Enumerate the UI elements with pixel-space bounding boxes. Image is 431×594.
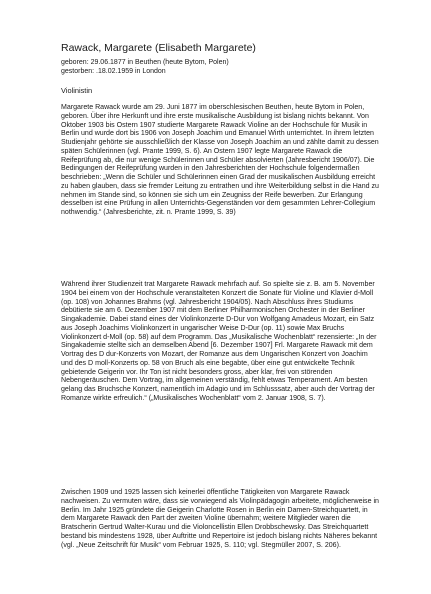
page-title: Rawack, Margarete (Elisabeth Margarete) [61,42,256,54]
paragraph-2-text: Während ihrer Studienzeit trat Margarete Rawack mehrfach auf. So spielte sie z. B. am 5. November 1904 bei einem von der Hochschule veranstalteten Konzert die Sonate für Violine und Klavier d-Moll (op. 108) von Johannes Brahms (vgl. Jahresbericht 1904/05). Nach Abschluss ihres Studiums debütierte sie am 6. Dezember 1907 mit dem Berliner Philharmonischen Orchester in der Berliner Singakademie. Dabei stand eines der Violinkonzerte D-Dur von Wolfgang Amadeus Mozart, ein Satz aus Joseph Joachims Violinkonzert in ungarischer Weise D-Dur (op. 11) sowie Max Bruchs Violinkonzert d-Moll (op. 58) auf dem Programm. Das „Musikalische Wochenblatt“ rezensierte: „In der Singakademie stellte sich an demselben Abend [6. Dezember 1907] Frl. Margarete Rawack mit dem Vortrag des D dur-Konzerts von Mozart, der Romanze aus dem Ungarischen Konzert von Joachim und des D moll-Konzerts op. 58 von Bruch als eine begabte, über eine gut entwickelte Technik gebietende Geigerin vor. Ihr Ton ist nicht besonders gross, aber klar, frei von störenden Nebengeräuschen. Dem Vortrag, im allgemeinen verständig, fehlt etwas Temperament. Am besten gelang das Bruchsche Konzert, namentlich im Adagio und im Schlusssatz, aber auch der Vortrag der Romanze wirkte erfreulich.“ („Musikalisches Wochenblatt“ vom 2. Januar 1908, S. 7). [61,281,377,402]
paragraph-3-text: Zwischen 1909 und 1925 lassen sich keinerlei öffentliche Tätigkeiten von Margarete Rawack nachweisen. Zu vermuten wäre, dass sie vorwiegend als Violinpädagogin arbeitete, möglicherweise in Berlin. Im Jahr 1925 gründete die Geigerin Charlotte Rosen in Berlin ein Damen-Streichquartett, in dem Margarete Rawack den Part der zweiten Violine übernahm; weitere Mitglieder waren die Bratscherin Gertrud Walter-Kurau und die Violoncellistin Ellen Drobbschewsky. Das Streichquartett bestand bis mindestens 1928, über Auftritte und Repertoire ist jedoch bislang nichts Näheres bekannt (vgl. „Neue Zeitschrift für Musik“ vom Februar 1925, S. 110; vgl. Stegmüller 2007, S. 206). [61,489,379,549]
birth-info: geboren: 29.06.1877 in Beuthen (heute Bytom, Polen) [61,59,229,66]
paragraph-1-text: Margarete Rawack wurde am 29. Juni 1877 im oberschlesischen Beuthen, heute Bytom in Polen, geboren. Über ihre Herkunft und ihre erste musikalische Ausbildung ist bislang nichts bekannt. Von Oktober 1903 bis Ostern 1907 studierte Margarete Rawack Violine an der Hochschule für Musik in Berlin und wurde dort bis 1906 von Joseph Joachim und Emanuel Wirth unterrichtet. In ihrem letzten Studienjahr gehörte sie ausschließlich der Klasse von Joseph Joachim an und zählte damit zu dessen späten Schülerinnen (vgl. Prante 1999, S. 6). An Ostern 1907 legte Margarete Rawack die Reifeprüfung ab, die nur wenige Schülerinnen und Schüler absolvierten (Jahresbericht 1906/07). Die Bedingungen der Reifeprüfung wurden in den Jahresberichten der Hochschule folgendermaßen beschrieben: „Wenn die Schüler und Schülerinnen einen Grad der musikalischen Ausbildung erreicht zu haben glauben, dass sie fremder Leitung zu entrathen und ihre Weiterbildung selbst in die Hand zu nehmen im Stande sind, so können sie sich um ein Zeugniss der Reife bewerben. Zur Erlangung desselben ist eine Prüfung in allen Unterrichts-Gegenständen vor dem gesammten Lehrer-Collegium nothwendig.“ (Jahresberichte, zit. n. Prante 1999, S. 39) [61,104,379,216]
death-info: gestorben: .18.02.1959 in London [61,68,166,75]
paragraph-1 [61,104,381,218]
paragraph-3 [61,489,381,550]
life-dates [61,58,229,76]
profession-label: Violinistin [61,86,93,95]
paragraph-2 [61,281,381,404]
